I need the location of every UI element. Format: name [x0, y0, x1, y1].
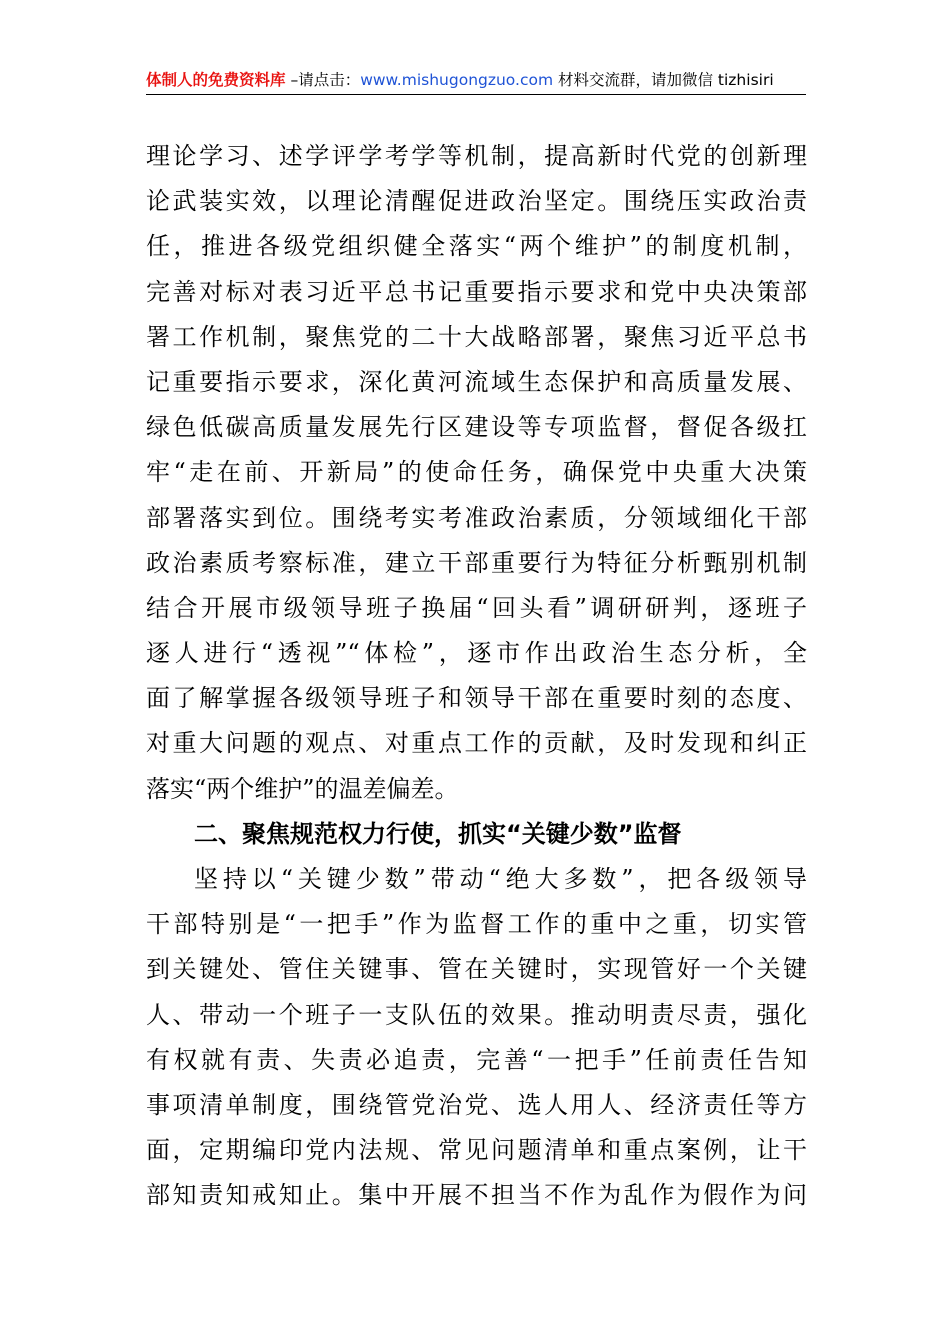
header-prompt: –请点击：	[285, 71, 361, 89]
text-line: 对重大问题的观点、对重点工作的贡献，及时发现和纠正	[146, 729, 807, 758]
header-url-link[interactable]: www.mishugongzuo.com	[360, 71, 554, 89]
paragraph-2	[146, 857, 807, 1219]
text-line: 绿色低碳高质量发展先行区建设等专项监督，督促各级扛	[146, 413, 807, 442]
text-line: 部知责知戒知止。集中开展不担当不作为乱作为假作为问	[146, 1181, 807, 1210]
text-line: 署工作机制，聚焦党的二十大战略部署，聚焦习近平总书	[146, 322, 807, 351]
text-line: 结合开展市级领导班子换届“回头看”调研研判，逐班子	[146, 593, 807, 622]
document-body	[146, 134, 807, 1219]
text-line: 人、带动一个班子一支队伍的效果。推动明责尽责，强化	[146, 1000, 807, 1029]
header-contact: 材料交流群，请加微信 tizhisiri	[553, 71, 774, 89]
paragraph-1	[146, 134, 807, 812]
text-line: 干部特别是“一把手”作为监督工作的重中之重，切实管	[146, 910, 807, 939]
text-line: 论武装实效，以理论清醒促进政治坚定。围绕压实政治责	[146, 187, 807, 216]
text-line: 逐人进行“透视”“体检”，逐市作出政治生态分析，全	[146, 639, 807, 668]
section-heading: 二、聚焦规范权力行使，抓实“关键少数”监督	[194, 819, 682, 848]
text-line: 落实“两个维护”的温差偏差。	[146, 774, 459, 803]
header-site-name: 体制人的免费资料库	[146, 71, 286, 89]
page-header	[146, 66, 806, 95]
text-line: 理论学习、述学评学考学等机制，提高新时代党的创新理	[146, 142, 807, 170]
text-line: 面了解掌握各级领导班子和领导干部在重要时刻的态度、	[146, 684, 807, 713]
text-line: 坚持以“关键少数”带动“绝大多数”，把各级领导	[194, 865, 807, 893]
text-line: 政治素质考察标准，建立干部重要行为特征分析甄别机制	[146, 548, 807, 577]
text-line: 事项清单制度，围绕管党治党、选人用人、经济责任等方	[146, 1090, 807, 1119]
text-line: 记重要指示要求，深化黄河流域生态保护和高质量发展、	[146, 367, 807, 396]
text-line: 完善对标对表习近平总书记重要指示要求和党中央决策部	[146, 277, 807, 306]
text-line: 面，定期编印党内法规、常见问题清单和重点案例，让干	[146, 1136, 807, 1165]
text-line: 牢“走在前、开新局”的使命任务，确保党中央重大决策	[146, 458, 807, 487]
text-line: 任，推进各级党组织健全落实“两个维护”的制度机制，	[146, 232, 807, 261]
text-line: 到关键处、管住关键事、管在关键时，实现管好一个关键	[146, 955, 807, 984]
text-line: 有权就有责、失责必追责，完善“一把手”任前责任告知	[146, 1045, 807, 1074]
text-line: 部署落实到位。围绕考实考准政治素质，分领域细化干部	[146, 503, 807, 532]
